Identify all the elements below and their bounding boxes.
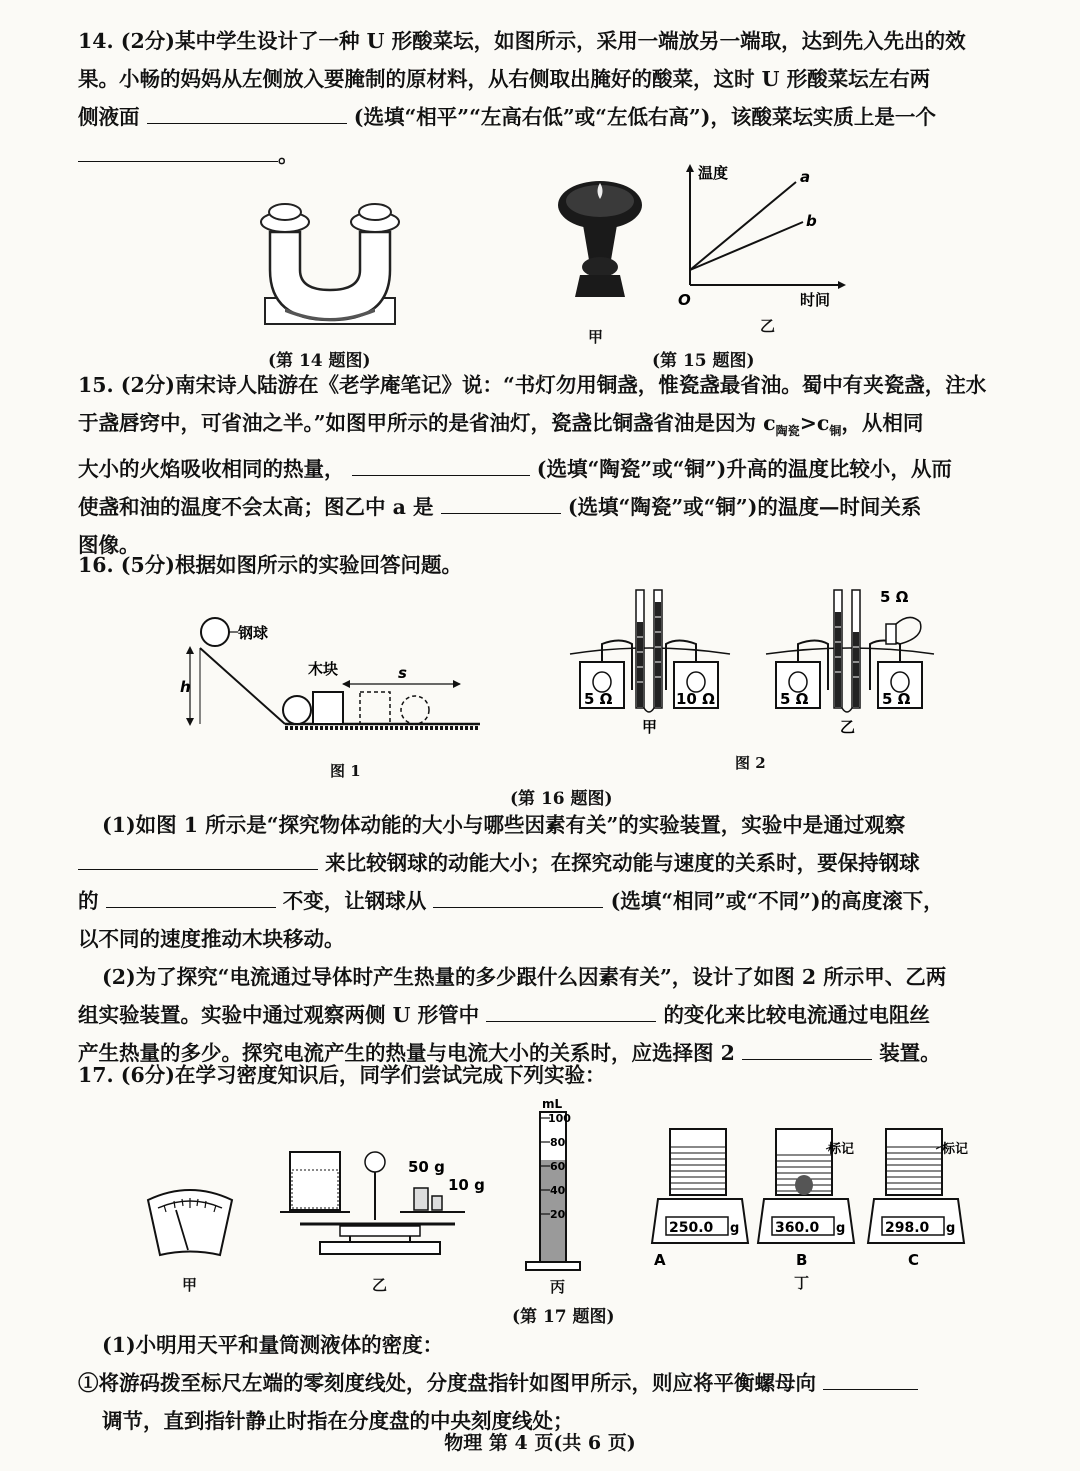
q15-line3 [78,450,1040,488]
fig15-origin: O [678,291,691,309]
fig16-r3: 5 Ω [780,690,809,708]
fig17-weight-10g: 10 g [448,1176,485,1194]
fig16-r5: 5 Ω [880,588,909,606]
fig15-ylabel: 温度 [698,164,729,182]
fig17-scale-b-value: 360.0 [775,1220,820,1236]
q17-blank-1[interactable] [823,1367,918,1390]
q16-p2-line2-b: 的变化来比较电流通过电阻丝 [663,1003,930,1027]
q16-blank-4[interactable] [486,999,656,1022]
q16-p1-line3-c: (选填“相同”或“不同”)的高度滚下， [610,889,944,913]
fig17-scale-a-value: 250.0 [669,1220,714,1236]
fig17-label-a: A [654,1251,666,1269]
fig15-series-b: b [806,212,817,230]
q15-sub-ceramic: 陶瓷 [775,424,800,439]
fig15-caption: (第 15 题图) [652,351,755,371]
fig15-line-a [690,182,796,270]
fig15-series-a: a [800,168,811,186]
q15-line2 [78,404,1040,450]
fig17-cyl-tick-100: 100 [548,1112,571,1125]
steel-ball [201,618,229,646]
q16-p1-line3-a: 的 [78,889,99,913]
fig16-ramp [180,612,500,752]
fig17-scale-a-unit: g [730,1221,740,1236]
fig15-line-b [690,222,803,270]
fig17-label-b: B [796,1251,808,1269]
fig17-cylinder [520,1098,600,1278]
q16-blank-2[interactable] [106,885,276,908]
fig16-fig1-caption: 图 1 [330,762,361,780]
fig17-scale-c-value: 298.0 [885,1220,930,1236]
fig17-cyl-unit: mL [542,1097,563,1111]
fig15-label-jia: 甲 [588,328,604,346]
q15-compare: >c [799,411,830,435]
fig17-scales [650,1125,980,1270]
fig16-h-label: h [180,678,191,696]
fig17-label-bing: 丙 [550,1278,566,1296]
question-14 [78,22,1040,174]
q16-p1-line4: 以不同的速度推动木块移动。 [78,927,345,951]
fig16-r1: 5 Ω [584,690,613,708]
question-15 [78,366,1040,564]
q17-step1-text: ①将游码拨至标尺左端的零刻度线处，分度盘指针如图甲所示，则应将平衡螺母向 [78,1371,816,1395]
fig17-scale-c-unit: g [946,1221,956,1236]
q15-line1: 15. (2分)南宋诗人陆游在《老学庵笔记》说：“书灯勿用铜盏，惟瓷盏最省油。蜀中有夹瓷盏，注水 [78,373,987,397]
fig17-cyl-tick-80: 80 [550,1136,566,1149]
fig16-r2: 10 Ω [676,690,715,708]
fig16-apparatus-yi [760,582,940,742]
fig17-mark-b: 标记 [828,1142,855,1157]
fig17-label-yi: 乙 [372,1276,388,1294]
fig16-ball-label: 钢球 [238,624,269,642]
fig17-balance [280,1150,485,1270]
question-16-body [78,806,1040,1072]
q15-blank-2[interactable] [441,491,561,514]
fig15-graph [668,160,848,320]
fig16-fig2-caption: 图 2 [735,754,766,772]
q14-line1: 14. (2分)某中学生设计了一种 U 形酸菜坛，如图所示，采用一端放另一端取，达到先入先出的效 [78,29,966,53]
q16-p2-line3-a: 产生热量的多少。探究电流产生的热量与电流大小的关系时，应选择图 2 [78,1041,735,1065]
fig16-yi: 乙 [840,718,856,736]
q16-line1: 16. (5分)根据如图所示的实验回答问题。 [78,553,462,577]
question-17-header [78,1056,1040,1094]
q15-line4-text: 使盏和油的温度不会太高；图乙中 a 是 [78,495,434,520]
fig17-label-ding: 丁 [794,1274,810,1292]
q14-line3 [78,98,1040,136]
q16-p1-line3 [78,882,1040,920]
fig17-caption: (第 17 题图) [512,1307,615,1327]
fig14-caption: (第 14 题图) [268,351,371,371]
fig15-oil-lamp [555,175,645,325]
q16-p2-line3-b: 装置。 [879,1041,941,1065]
q16-p2-line2 [78,996,1040,1034]
q14-line3-text: 侧液面 [78,105,140,129]
q15-blank-1[interactable] [352,453,530,476]
fig15-xlabel: 时间 [800,291,831,309]
fig14-u-jar [240,190,400,340]
q15-line3-hint: (选填“陶瓷”或“铜”)升高的温度比较小，从而 [536,457,952,482]
fig17-label-jia: 甲 [182,1276,198,1294]
q15-sub-copper: 铜 [829,424,842,439]
fig17-scale-b-unit: g [836,1221,846,1236]
q14-period: 。 [278,143,299,167]
fig17-cyl-tick-60: 60 [550,1160,566,1173]
q16-p1-line1: (1)如图 1 所示是“探究物体动能的大小与哪些因素有关”的实验装置，实验中是通过观察 [102,813,906,837]
q16-p2-line1: (2)为了探究“电流通过导体时产生热量的多少跟什么因素有关”，设计了如图 2 所示甲、乙两 [102,965,947,989]
fig16-r4: 5 Ω [882,690,911,708]
q14-blank-1[interactable] [147,101,347,124]
q16-p1-line2 [78,844,1040,882]
fig17-weight-50g: 50 g [408,1158,445,1176]
q17-p1: (1)小明用天平和量筒测液体的密度： [102,1333,444,1357]
q17-step1-line2: 调节，直到指针静止时指在分度盘的中央刻度线处； [102,1409,574,1433]
question-17-body [78,1326,1040,1440]
fig16-block-label: 木块 [308,660,339,678]
q17-step1-line1 [78,1364,1040,1402]
fig15-label-yi: 乙 [760,317,776,335]
fig17-cyl-tick-20: 20 [550,1208,566,1221]
q16-p1-line3-b: 不变，让钢球从 [282,889,427,913]
q15-line2-end: ，从相同 [841,411,924,435]
q16-p2-line2-a: 组实验装置。实验中通过观察两侧 U 形管中 [78,1003,480,1027]
q15-line2-text: 于盏唇窍中，可省油之半。”如图甲所示的是省油灯，瓷盏比铜盏省油是因为 c [78,411,776,435]
q14-line3-hint: (选填“相平”“左高右低”或“左低右高”)，该酸菜坛实质上是一个 [353,105,936,129]
q14-blank-2[interactable] [78,139,278,162]
fig17-mark-c: 标记 [942,1142,969,1157]
fig16-apparatus-jia [560,582,740,742]
question-16-header [78,546,1040,584]
q16-p1-line2-text: 来比较钢球的动能大小；在探究动能与速度的关系时，要保持钢球 [325,851,920,875]
q14-line2: 果。小畅的妈妈从左侧放入要腌制的原材料，从右侧取出腌好的酸菜，这时 U 形酸菜坛左右两 [78,67,931,91]
q15-line5: 图像。 [78,533,140,558]
fig16-jia: 甲 [642,718,658,736]
q16-blank-3[interactable] [433,885,603,908]
q16-blank-1[interactable] [78,847,318,870]
q15-line3-text: 大小的火焰吸收相同的热量， [78,457,345,482]
q17-line1: 17. (6分)在学习密度知识后，同学们尝试完成下列实验： [78,1063,606,1087]
fig17-label-c: C [908,1251,920,1269]
page-footer: 物理 第 4 页(共 6 页) [444,1432,636,1454]
fig16-caption: (第 16 题图) [510,789,613,809]
fig16-s-label: s [398,664,407,682]
fig17-cyl-tick-40: 40 [550,1184,566,1197]
q14-line4 [78,136,1040,174]
q15-line4 [78,488,1040,526]
fig17-dial [140,1180,240,1270]
q15-line4-hint: (选填“陶瓷”或“铜”)的温度—时间关系 [567,495,922,520]
